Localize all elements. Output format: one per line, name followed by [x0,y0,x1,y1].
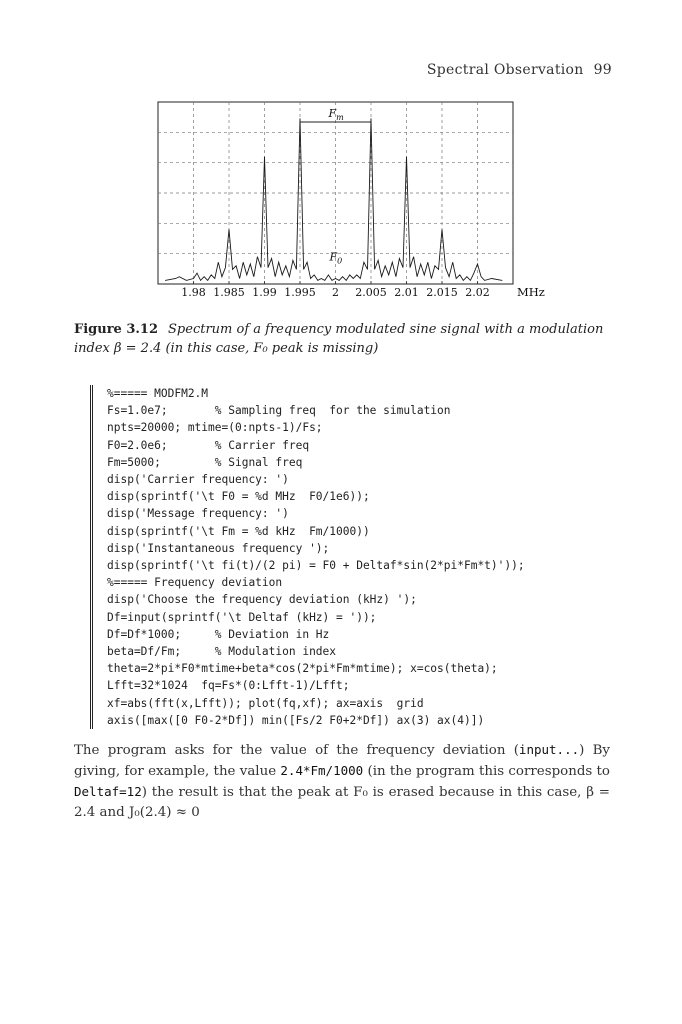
code-line: disp('Instantaneous frequency '); [107,541,330,555]
x-tick-label: 1.99 [252,286,277,299]
code-line: F0=2.0e6; % Carrier freq [107,438,310,452]
code-line: disp(sprintf('\t F0 = %d MHz F0/1e6)); [107,490,370,504]
code-line: Lfft=32*1024 fq=Fs*(0:Lfft-1)/Lfft; [107,679,350,693]
code-listing [90,385,627,729]
x-tick-label: 1.985 [213,286,245,299]
body-text-4: ) the result is that the peak at F₀ is erased because in this case, β = 2.4 and J₀(2.4) ≈ 0 [74,785,610,820]
inline-code-input: input... [518,742,580,757]
code-line: axis([max([0 F0-2*Df]) min([Fs/2 F0+2*Df]) ax(3) ax(4)]) [107,713,485,727]
code-line: disp('Carrier frequency: ') [107,473,289,487]
code-line: disp(sprintf('\t Fm = %d kHz Fm/1000)) [107,524,370,538]
x-tick-label: 2.015 [426,286,458,299]
x-tick-label: 2.005 [355,286,387,299]
code-line: Df=input(sprintf('\t Deltaf (kHz) = ')); [107,610,377,624]
code-line: xf=abs(fft(x,Lfft)); plot(fq,xf); ax=axis grid [107,696,424,710]
inline-code-deltaf: Deltaf=12 [74,784,142,799]
x-tick-label: 2 [332,286,339,299]
code-line: npts=20000; mtime=(0:npts-1)/Fs; [107,421,323,435]
f0-label: $F_0$ [329,250,343,266]
body-text-3: (in the program this corresponds to [363,764,610,779]
code-line: beta=Df/Fm; % Modulation index [107,645,337,659]
body-text-2: ) By giving, for example, the value [74,743,610,779]
running-head-title: Spectral Observation [426,62,584,78]
x-tick-label: 2.02 [465,286,490,299]
spectrum-chart [0,0,682,310]
fm-label: $F_m$ [328,107,344,122]
code-line: Df=Df*1000; % Deviation in Hz [107,627,330,641]
x-tick-label: 1.995 [284,286,316,299]
code-line: theta=2*pi*F0*mtime+beta*cos(2*pi*Fm*mtime); x=cos(theta); [107,662,498,676]
figure-caption [74,320,614,358]
code-line: disp('Message frequency: ') [107,507,289,521]
code-line: disp('Choose the frequency deviation (kHz) '); [107,593,417,607]
x-tick-label: 1.98 [181,286,206,299]
x-axis-unit: MHz [517,285,545,299]
code-line: Fs=1.0e7; % Sampling freq for the simulation [107,404,451,418]
figure-caption-text: Spectrum of a frequency modulated sine signal with a modulation index β = 2.4 (in this case, F₀ peak is missing) [74,322,604,356]
code-line: Fm=5000; % Signal freq [107,455,303,469]
body-text-1: The program asks for the value of the frequency deviation ( [74,743,519,758]
code-line: disp(sprintf('\t fi(t)/(2 pi) = F0 + Deltaf*sin(2*pi*Fm*t)')); [107,559,525,573]
inline-code-value: 2.4*Fm/1000 [280,763,364,778]
page-number: 99 [593,62,612,78]
figure-label: Figure 3.12 [74,322,159,337]
x-tick-label: 2.01 [394,286,419,299]
code-line: %===== Frequency deviation [107,576,283,590]
code-line: %===== MODFM2.M [107,387,209,400]
body-paragraph [74,740,610,823]
